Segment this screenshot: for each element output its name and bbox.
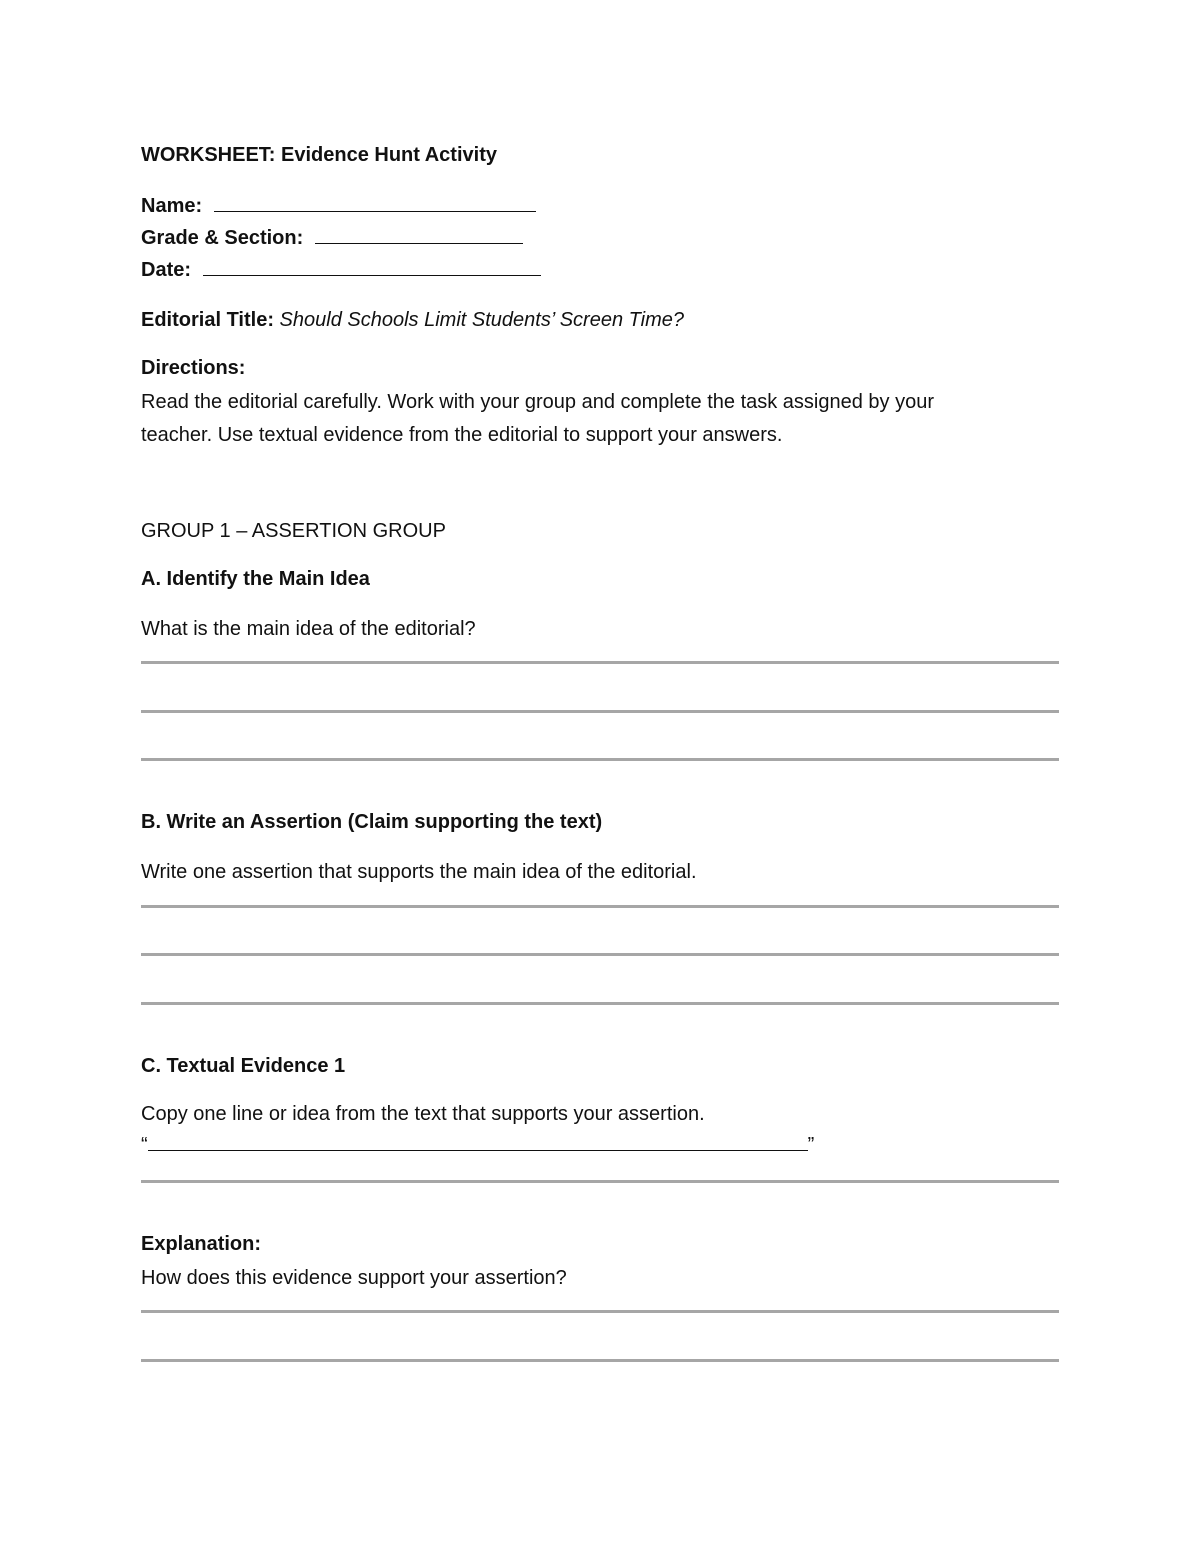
editorial-title-value: Should Schools Limit Students’ Screen Time? — [279, 309, 685, 331]
group-1-heading: GROUP 1 – ASSERTION GROUP — [141, 520, 446, 542]
editorial-title-row — [141, 308, 684, 332]
close-quote: ” — [807, 1134, 815, 1156]
open-quote: “ — [141, 1134, 148, 1156]
answer-line-a2[interactable] — [141, 710, 1059, 713]
evidence-quote-row — [141, 1133, 814, 1157]
explanation-heading: Explanation: — [141, 1233, 262, 1255]
answer-line-e1[interactable] — [141, 1310, 1059, 1313]
worksheet-title: WORKSHEET: Evidence Hunt Activity — [141, 144, 497, 166]
answer-line-a1[interactable] — [141, 661, 1059, 664]
grade-section-blank[interactable] — [315, 227, 523, 244]
answer-line-b3[interactable] — [141, 1002, 1059, 1005]
section-a-heading: A. Identify the Main Idea — [141, 568, 370, 590]
answer-line-a3[interactable] — [141, 758, 1059, 761]
directions-heading: Directions: — [141, 357, 246, 379]
answer-line-b2[interactable] — [141, 953, 1059, 956]
name-label: Name: — [141, 195, 203, 217]
explanation-prompt: How does this evidence support your assertion? — [141, 1267, 567, 1289]
directions-text-line-2: teacher. Use textual evidence from the editorial to support your answers. — [141, 424, 783, 446]
date-field-row — [141, 258, 541, 282]
grade-section-label: Grade & Section: — [141, 227, 304, 249]
directions-text-line-1: Read the editorial carefully. Work with your group and complete the task assigned by your — [141, 391, 935, 413]
grade-section-field-row — [141, 226, 523, 250]
answer-line-c1[interactable] — [141, 1180, 1059, 1183]
section-b-prompt: Write one assertion that supports the main idea of the editorial. — [141, 861, 697, 883]
name-field-row — [141, 194, 536, 218]
evidence-quote-blank[interactable] — [148, 1134, 808, 1151]
answer-line-b1[interactable] — [141, 905, 1059, 908]
date-label: Date: — [141, 259, 192, 281]
section-b-heading: B. Write an Assertion (Claim supporting the text) — [141, 811, 603, 833]
section-c-prompt: Copy one line or idea from the text that supports your assertion. — [141, 1103, 705, 1125]
answer-line-e2[interactable] — [141, 1359, 1059, 1362]
section-a-prompt: What is the main idea of the editorial? — [141, 618, 476, 640]
section-c-heading: C. Textual Evidence 1 — [141, 1055, 346, 1077]
name-blank[interactable] — [214, 195, 536, 212]
date-blank[interactable] — [203, 259, 541, 276]
editorial-title-label: Editorial Title: — [141, 309, 274, 331]
